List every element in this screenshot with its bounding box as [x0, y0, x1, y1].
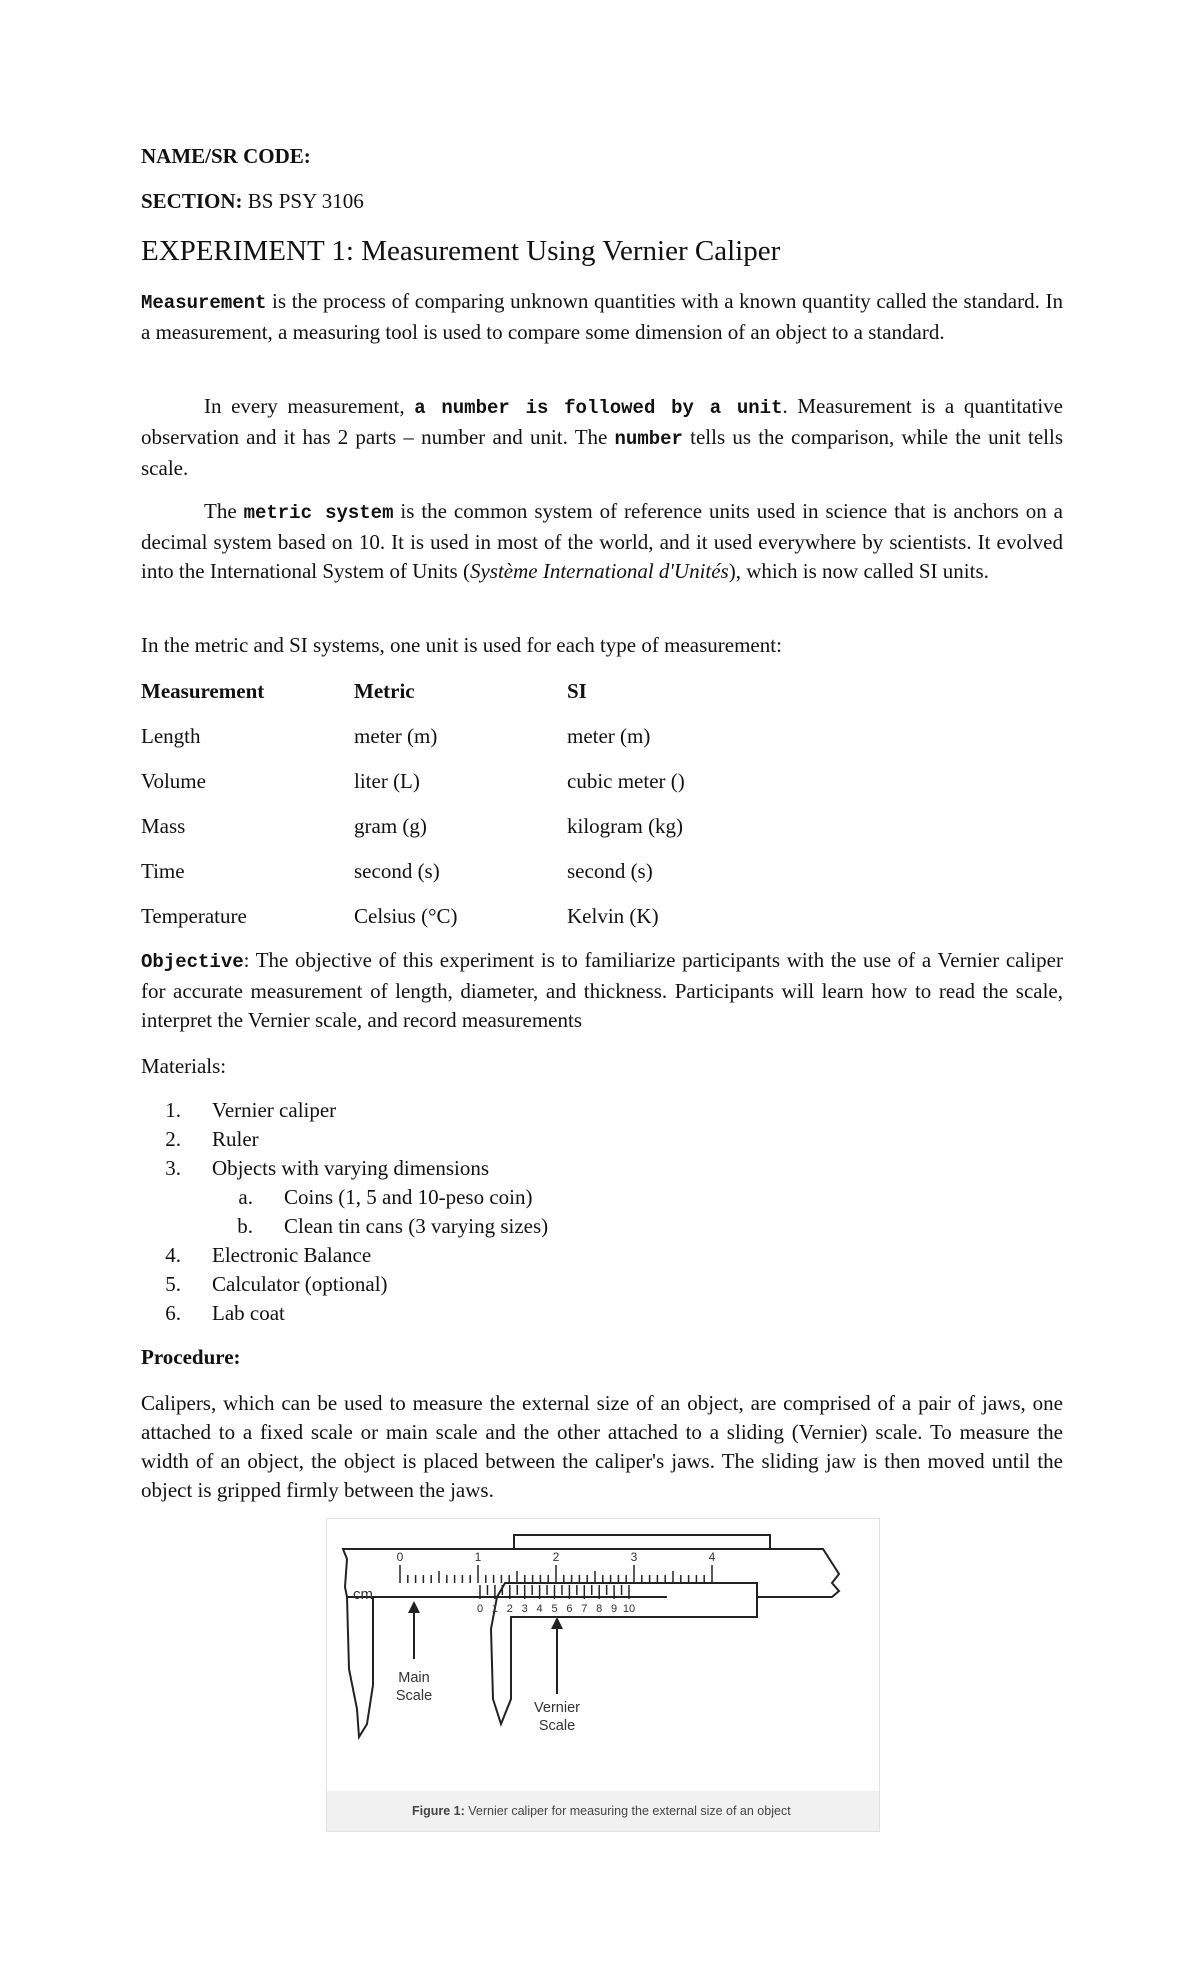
main-scale-label-line1: Main — [398, 1670, 430, 1686]
vernier-caliper-figure — [326, 1518, 880, 1832]
vernier-scale-label-line1: Vernier — [534, 1700, 580, 1716]
main-scale-tick-label: 2 — [552, 1550, 560, 1564]
main-scale-tick-label: 3 — [630, 1550, 638, 1564]
main-scale-tick-label: 1 — [474, 1550, 482, 1564]
vernier-scale-tick-label: 4 — [536, 1603, 543, 1615]
vernier-scale-tick-label: 6 — [566, 1603, 573, 1615]
figure-caption: Figure 1: Vernier caliper for measuring the external size of an object — [327, 1791, 879, 1831]
fixed-jaw — [347, 1597, 373, 1737]
vernier-scale-tick-label: 2 — [506, 1603, 513, 1615]
main-scale-label-line2: Scale — [395, 1688, 433, 1704]
vernier-scale-tick-label: 0 — [476, 1603, 484, 1615]
vernier-scale-tick-label: 3 — [521, 1603, 528, 1615]
paragraph-procedure: Calipers, which can be used to measure the external size of an object, are comprised of a pair of jaws, one attached to a fixed scale or main scale and the other attached to a sliding (Vernier) scale. To measure the width of an object, the object is placed between the caliper's jaws. The sliding jaw is then moved until the object is gripped firmly between the jaws. — [141, 1391, 1063, 1502]
paragraph-objective: Objective: The objective of this experiment is to familiarize participants with the use of a Vernier caliper for accurate measurement of length, diameter, and thickness. Participants will learn how to read the scale, interpret the Vernier scale, and record measurements — [141, 948, 1063, 1032]
paragraph-units-intro: In the metric and SI systems, one unit is used for each type of measurement: — [141, 633, 782, 657]
vernier-scale-tick-label: 10 — [622, 1603, 636, 1615]
section-line — [141, 187, 364, 216]
vernier-scale-tick-label: 7 — [581, 1603, 588, 1615]
depth-rod — [514, 1535, 770, 1549]
unit-label: cm — [353, 1586, 373, 1603]
vernier-scale-tick-label: 9 — [611, 1603, 618, 1615]
paragraph-number-unit: In every measurement, a number is followed by a unit. Measurement is a quantitative observation and it has 2 parts – number and unit. The number tells us the comparison, while the unit tells scale. — [141, 394, 1063, 480]
vernier-scale-tick-label: 1 — [491, 1603, 498, 1615]
caliper-diagram — [327, 1519, 879, 1791]
section-label: SECTION: — [141, 189, 243, 213]
vernier-scale-tick-label: 8 — [596, 1603, 603, 1615]
name-label: NAME/SR CODE: — [141, 144, 311, 168]
main-scale-tick-label: 0 — [396, 1550, 404, 1564]
main-scale-tick-label: 4 — [708, 1550, 716, 1564]
paragraph-measurement: Measurement is the process of comparing unknown quantities with a known quantity called the standard. In a measurement, a measuring tool is used to compare some dimension of an object to a standard. — [141, 289, 1063, 344]
section-value: BS PSY 3106 — [242, 189, 364, 213]
vernier-scale-label-line2: Scale — [538, 1718, 576, 1734]
page-title: EXPERIMENT 1: Measurement Using Vernier Caliper — [141, 235, 781, 267]
paragraph-metric-system: The metric system is the common system of reference units used in science that is anchors on a decimal system based on 10. It is used in most of the world, and it used everywhere by scientists. It evolved into the International System of Units (Système International d'Unités), which is now called SI units. — [141, 499, 1063, 583]
materials-label: Materials: — [141, 1054, 227, 1078]
procedure-label: Procedure: — [141, 1345, 241, 1369]
vernier-scale-tick-label: 5 — [551, 1603, 558, 1615]
